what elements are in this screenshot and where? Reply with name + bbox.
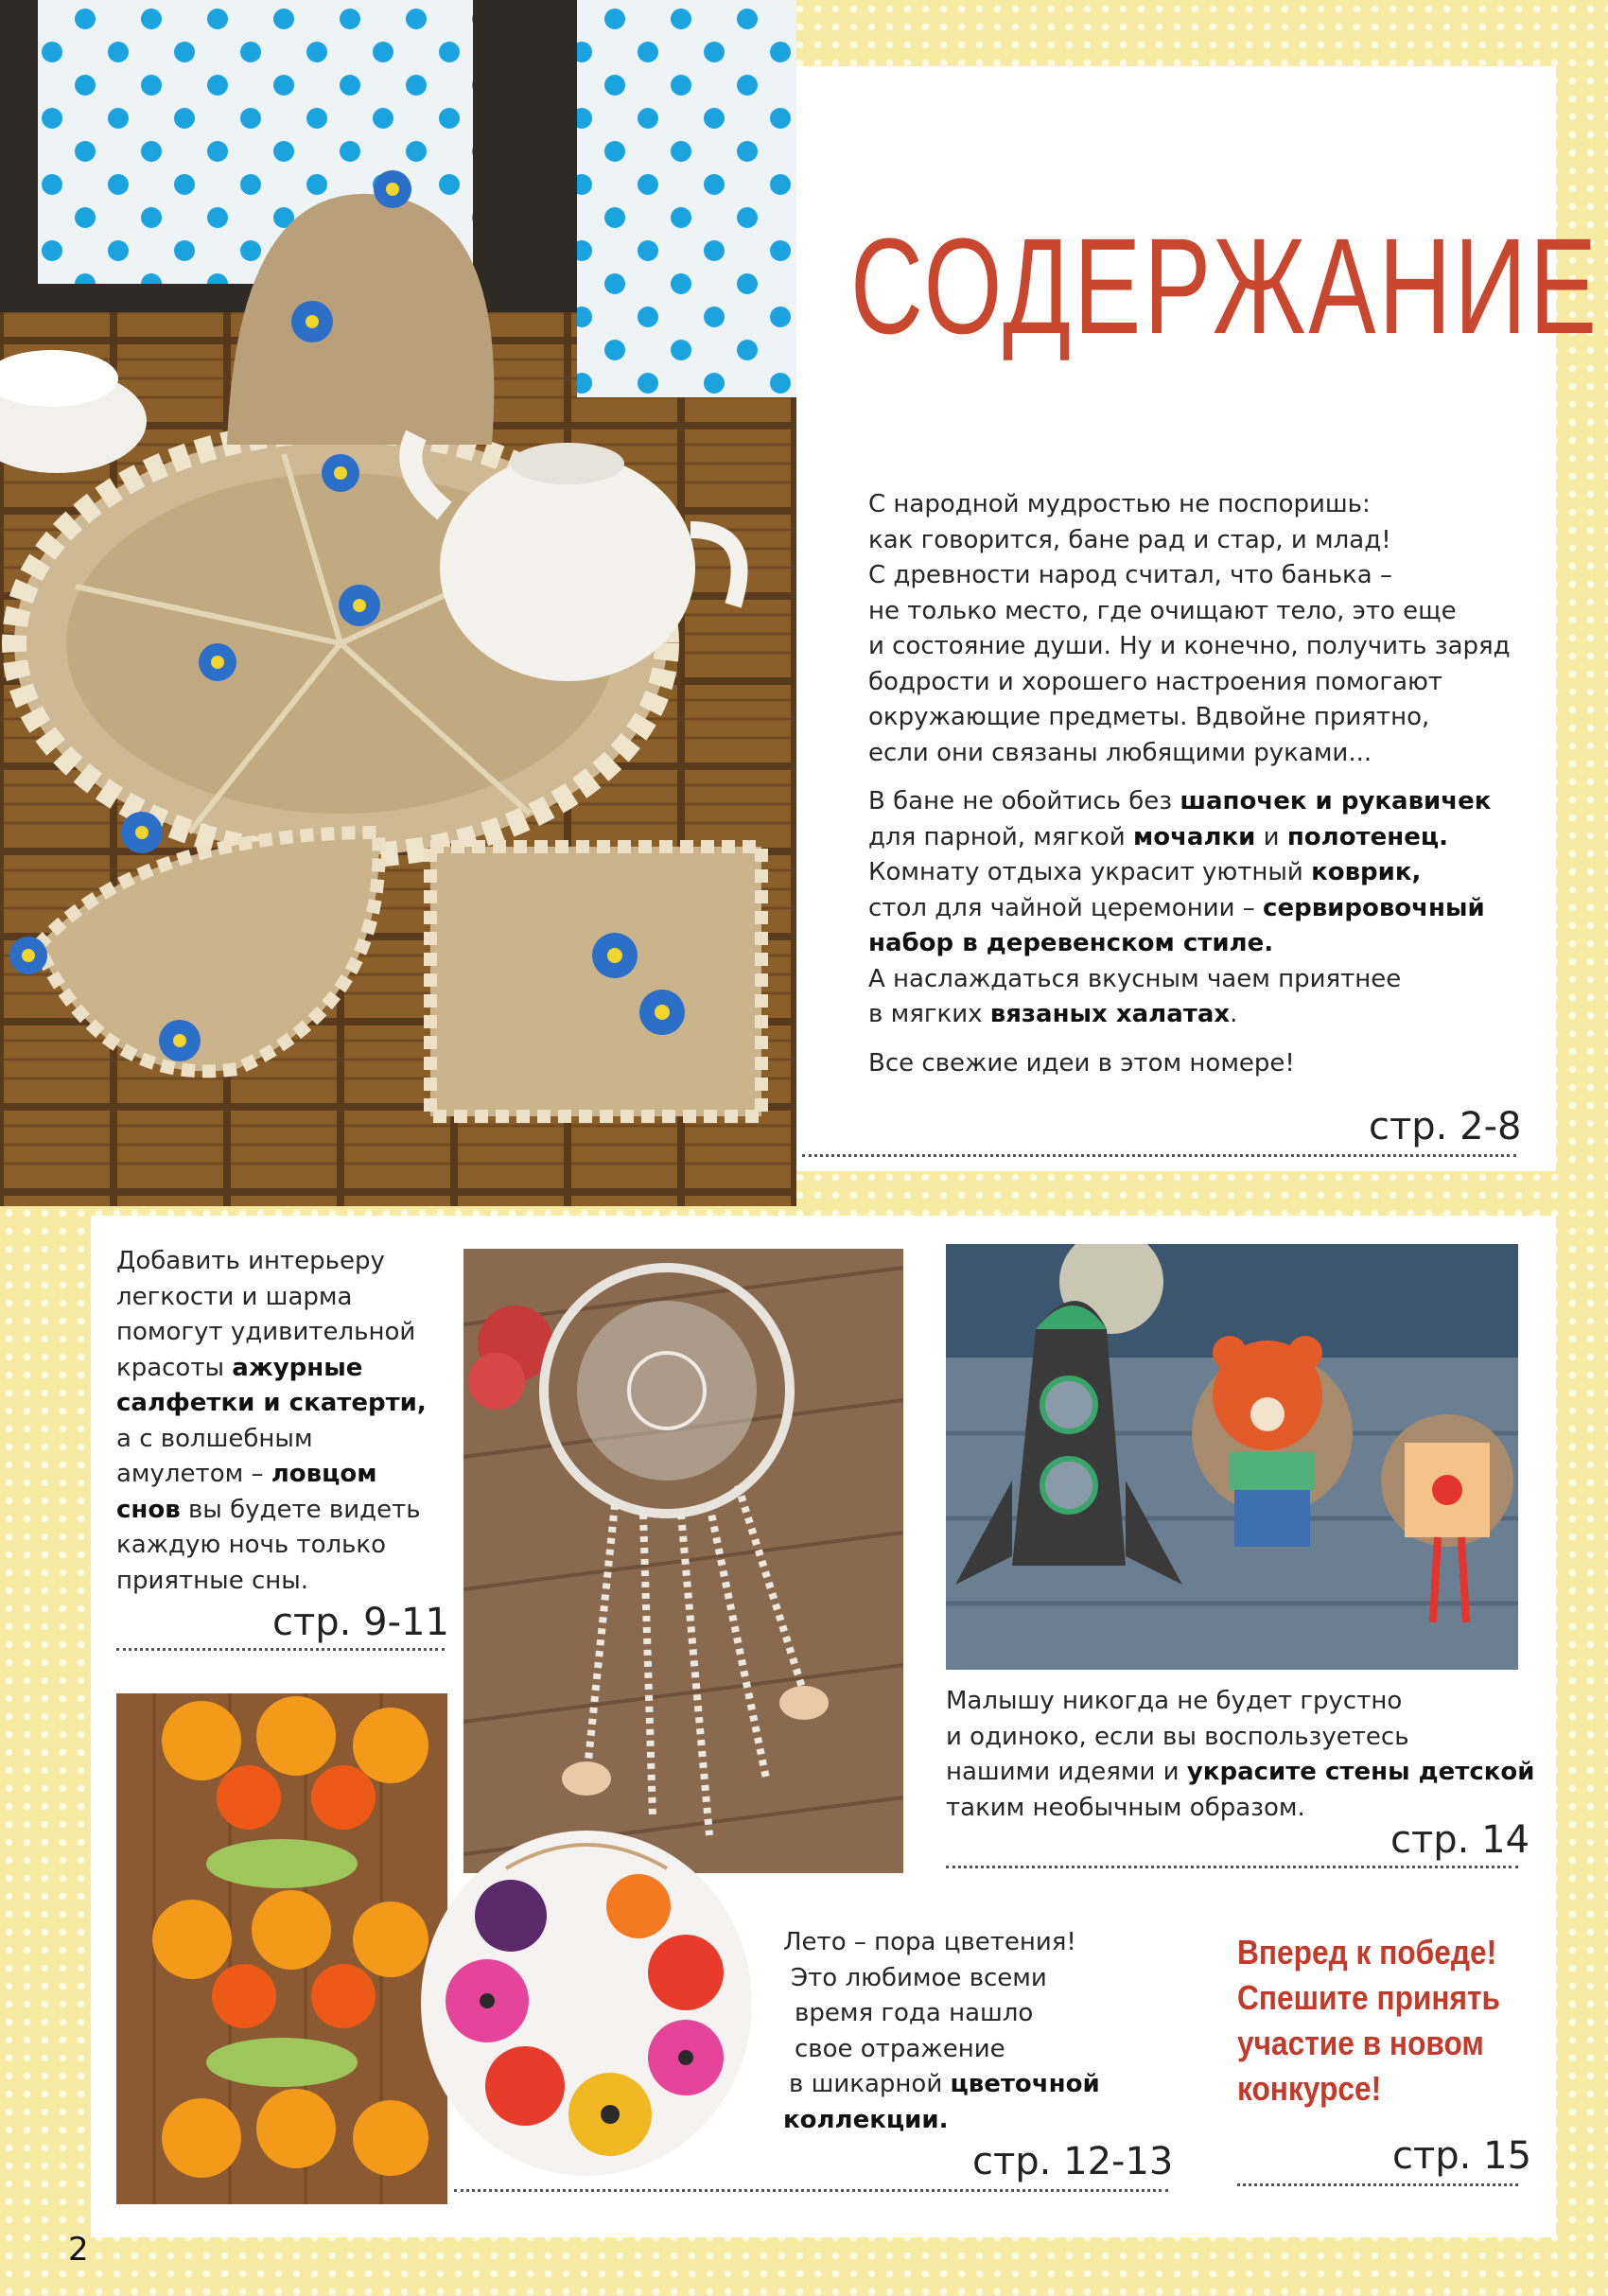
page-number: 2 xyxy=(68,2231,89,2269)
intro-paragraph-1: С народной мудростью не поспоришь: как говорится, бане рад и стар, и млад! С древности народ считал, что банька – не только место, где очищают тело, это еще и состояние души. Ну и конечно, получить заряд бодрости и хорошего настроения помогают окружающие предметы. Вдвойне приятно, если они связаны любящими руками... xyxy=(868,490,1511,767)
flower-runner-photo xyxy=(116,1693,447,2204)
intro-divider xyxy=(802,1154,1516,1157)
flower-garland-photo xyxy=(421,1831,752,2176)
intro-paragraph-3: Все свежие идеи в этом номере! xyxy=(868,1048,1295,1078)
contest-divider xyxy=(1237,2183,1518,2186)
intro-page-ref: стр. 2-8 xyxy=(1369,1105,1522,1148)
flowers-text: Лето – пора цветения! Это любимое всеми время года нашло свое отражение в шикарной цветочной коллекции. xyxy=(783,1928,1100,2134)
dreamcatcher-photo xyxy=(463,1249,903,1873)
contest-page-ref: стр. 15 xyxy=(1392,2134,1532,2178)
flowers-divider xyxy=(454,2189,1168,2192)
doilies-divider xyxy=(116,1648,445,1651)
space-toys-photo xyxy=(946,1244,1518,1670)
intro-text xyxy=(868,487,1511,1095)
kids-page-ref: стр. 14 xyxy=(1390,1818,1530,1862)
contest-promo: Вперед к победе! Спешите принять участие в новом конкурсе! xyxy=(1237,1933,1501,2108)
doilies-text: Добавить интерьеру легкости и шарма помогут удивительной красоты ажурные салфетки и скатерти, а с волшебным амулетом – ловцом снов вы будете видеть каждую ночь только приятные сны. xyxy=(116,1247,427,1595)
kids-divider xyxy=(946,1866,1518,1868)
page-title: СОДЕРЖАНИЕ xyxy=(850,210,1599,362)
intro-paragraph-2: В бане не обойтись без шапочек и рукавичек для парной, мягкой мочалки и полотенец. Комнату отдыха украсит уютный коврик, стол для чайной церемонии – сервировочный набор в деревенском стиле. А наслаждаться вкусным чаем приятнее в мягких вязаных халатах. xyxy=(868,787,1492,1028)
flowers-page-ref: стр. 12-13 xyxy=(972,2140,1174,2183)
doilies-page-ref: стр. 9-11 xyxy=(272,1601,449,1644)
crochet-tea-set-photo xyxy=(0,0,796,1206)
kids-text: Малышу никогда не будет грустно и одиноко, если вы воспользуетесь нашими идеями и украсите стены детской таким необычным образом. xyxy=(946,1687,1535,1822)
